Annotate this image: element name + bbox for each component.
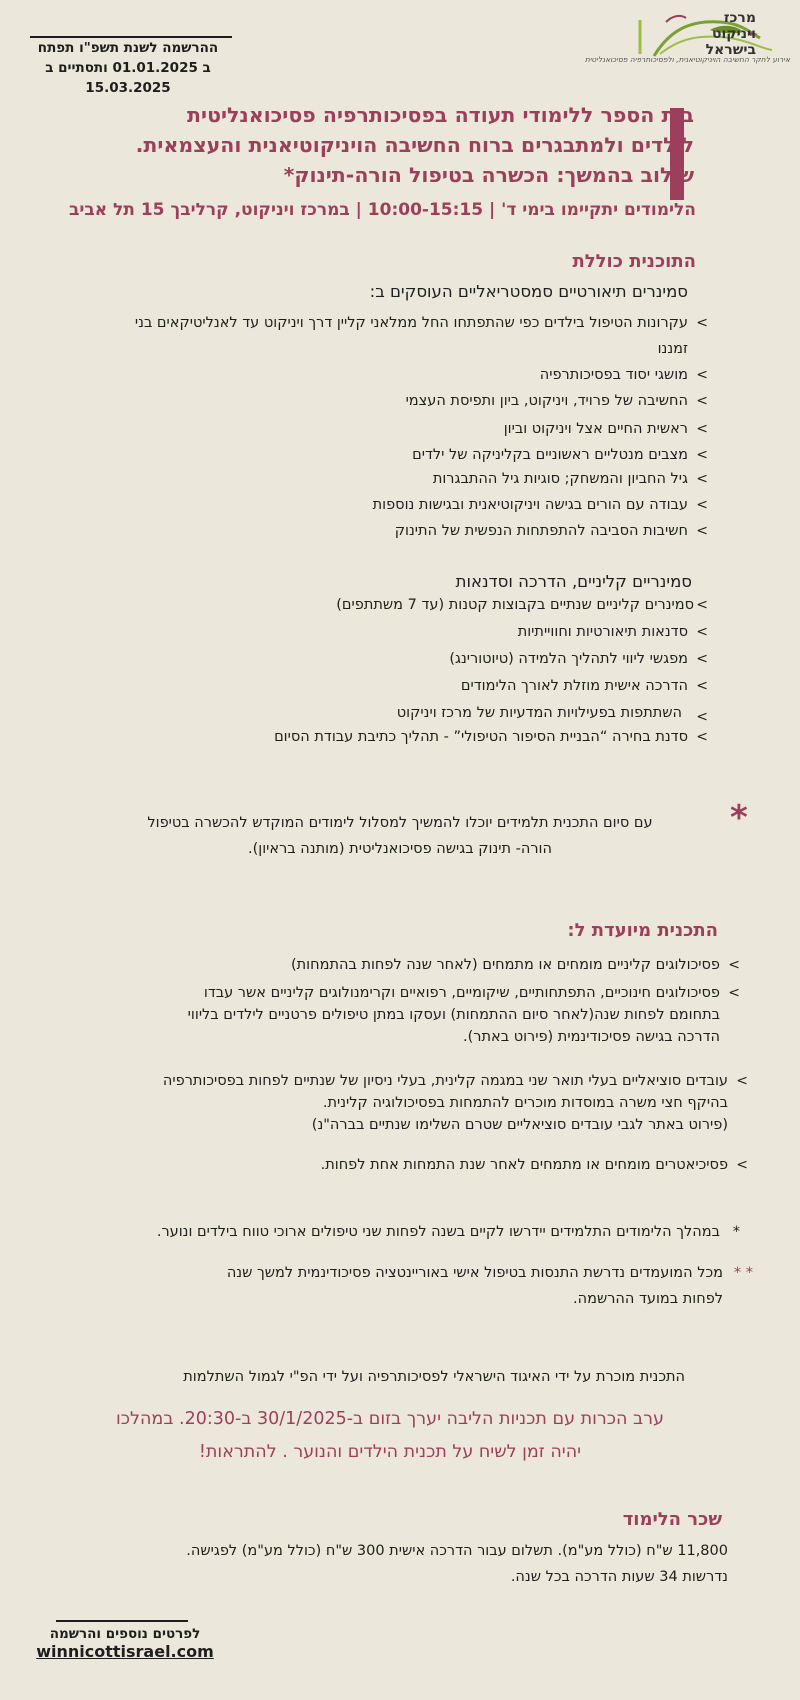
recognition-note: התכנית מוכרת על ידי האיגוד הישראלי לפסיכותרפיה ועל ידי הפ"י לגמול השתלמות [183, 1369, 685, 1385]
list-item: > ראשית החיים אצל ויניקוט וביון [108, 418, 708, 440]
logo-name [696, 10, 756, 58]
chevron-icon: > [696, 421, 708, 437]
chevron-icon: > [696, 393, 708, 409]
list-item: > הדרכה אישית מוזלת לאורך הלימודים [108, 675, 708, 697]
open-evening-line2: יהיה זמן לשיח על תכנית הילדים והנוער . להתראות! [198, 1442, 582, 1462]
registration-line2: ב 01.01.2025 ותסתיים ב 15.03.2025 [45, 60, 211, 96]
chevron-icon: > [696, 471, 708, 487]
open-evening [70, 1403, 710, 1469]
chevron-icon: > [696, 315, 708, 331]
double-asterisk-icon: * * [733, 1265, 753, 1281]
footer-label: לפרטים נוספים והרשמה [49, 1626, 201, 1642]
list-item: > פסיכולוגים קליניים מומחים או מתמחים (לאחר שנה לפחות בהתמחות) [40, 954, 740, 976]
footer-divider [56, 1620, 188, 1622]
continuation-line2: הורה- תינוק בגישה פסיכואנליטית (מותנה בראיון). [248, 841, 552, 857]
title-line1: בית הספר ללימודי תעודה בפסיכותרפיה פסיכואנליטית [187, 103, 694, 127]
clinical-list [108, 594, 708, 748]
chevron-icon: > [696, 497, 708, 513]
list-item: > סמינרים קליניים שנתיים בקבוצות קטנות (עד 7 משתתפים) [108, 594, 708, 616]
list-item: > גיל החביון והמשחק; סוגיות גיל ההתבגרות [108, 468, 708, 490]
requirement-1: * במהלך הלימודים התלמידים יידרשו לקיים בשנה לפחות שני טיפולים ארוכי טווח בילדים ונוער. [20, 1219, 740, 1245]
list-item: > מושגי יסוד בפסיכותרפיה [108, 364, 708, 386]
theory-list [108, 310, 708, 542]
page-title [74, 100, 694, 190]
theory-intro: סמינרים תיאורטיים סמסטריאליים העוסקים ב: [369, 282, 688, 301]
list-item: > חשיבות הסביבה להתפתחות הנפשית של התינוק [108, 520, 708, 542]
audience-list-2 [18, 1070, 748, 1176]
tuition-details [28, 1538, 728, 1590]
footer-contact [20, 1626, 230, 1661]
list-item: > עקרונות הטיפול בילדים כפי שהתפתחו החל ממלאני קליין דרך ויניקוט עד לאנליטיקאים בני זמננו [108, 310, 708, 362]
program-heading: התוכנית כוללת [572, 251, 696, 272]
logo-tagline: אירוע לחקר החשיבה הויניקוטיאנית, ולפסיכותרפיה פסיכואנליטית [584, 55, 790, 64]
audience-heading: התכנית מיועדת ל: [567, 920, 718, 941]
asterisk-icon: * [732, 1224, 740, 1240]
list-item: > החשיבה של פרויד, ויניקוט, ביון ותפיסת העצמי [108, 390, 708, 412]
open-evening-line1: ערב הכרות עם תכניות הליבה יערך בזום ב-30/1/2025 ב-20:30. במהלכו [116, 1409, 664, 1429]
requirement-2: * * מכל המועמדים נדרשת התנסות בטיפול אישי באוריינטציה פסיכודינמית למשך שנה לפחות במועד ההרשמה. [53, 1260, 753, 1312]
tuition-line1: 11,800 ש"ח (כולל מע"מ). תשלום עבור הדרכה אישית 300 ש"ח (כולל מע"מ) לפגישה. [186, 1543, 728, 1559]
list-item: > סדנת בחירה “הבניית הסיפור הטיפולי” - תהליך כתיבת עבודת הסיום [108, 726, 708, 748]
chevron-icon: > [696, 447, 708, 463]
chevron-icon: > [696, 597, 708, 613]
website-link[interactable]: winnicottisrael.com [36, 1642, 214, 1661]
list-item: > מצבים מנטליים ראשוניים בקליניקה של ילדים [108, 444, 708, 466]
title-line2: לילדים ולמתבגרים ברוח החשיבה הויניקוטיאנית והעצמאית. [135, 133, 694, 157]
registration-dates [10, 38, 246, 98]
chevron-icon: > [696, 523, 708, 539]
chevron-icon: > [696, 367, 708, 383]
chevron-icon: > [728, 985, 740, 1001]
chevron-icon: > [736, 1073, 748, 1089]
continuation-note [80, 810, 720, 862]
list-item: > מפגשי ליווי לתהליך הלמידה (טיוטורינג) [108, 648, 708, 670]
tuition-heading: שכר הלימוד [622, 1509, 722, 1530]
clinical-intro: סמינריים קליניים, הדרכה וסדנאות [455, 572, 692, 591]
tuition-line2: נדרשות 34 שעות הדרכה בכל שנה. [510, 1569, 728, 1585]
logo-name-line3: בישראל [705, 42, 756, 58]
audience-list [40, 954, 740, 1054]
continuation-line1: עם סיום התכנית תלמידים יוכלו להמשיך למסלול לימודים המוקדש להכשרה בטיפול [147, 815, 653, 831]
chevron-icon: > [736, 1157, 748, 1173]
list-item: > פסיכיאטרים מומחים או מתמחים לאחר שנת התמחות אחת לפחות. [18, 1154, 748, 1176]
list-item: > עבודה עם הורים בגישה ויניקוטיאנית ובגישות נוספות [108, 494, 708, 516]
list-item: > השתתפות בפעילויות המדעיות של מרכז ויניקוט [108, 702, 708, 724]
list-item: > פסיכולוגים חינוכיים, התפתחותיים, שיקומיים, רפואיים וקרימנולוגים קליניים אשר עבדו בתחומם לפחות שנה(לאחר סיום ההתמחות) ועסקו במתן טיפולים פרטניים לילדים בליווי הדרכה בגישה פסיכודינמית (פירוט באתר). [40, 982, 740, 1048]
chevron-icon: > [728, 957, 740, 973]
chevron-icon: > [696, 624, 708, 640]
logo-name-line1: מרכז [723, 10, 756, 26]
registration-line1: ההרשמה לשנת תשפ"ו תפתח [37, 40, 219, 56]
list-item: > עובדים סוציאליים בעלי תואר שני במגמה קלינית, בעלי ניסיון של שנתיים לפחות בפסיכותרפיה בהיקף חצי משרה במוסדות מוכרים להתמחות בפסיכולוגיה קלינית. (פירוט באתר לגבי עובדים סוציאליים שטרם השלימו שנתיים בברה"נ) [18, 1070, 748, 1136]
logo-name-line2: ויניקוט [711, 26, 756, 42]
chevron-icon: > [696, 678, 708, 694]
chevron-icon: > [696, 709, 708, 725]
title-line3: שילוב בהמשך: הכשרה בטיפול הורה-תינוק* [283, 163, 694, 187]
asterisk-icon: * [730, 798, 748, 838]
chevron-icon: > [696, 651, 708, 667]
schedule-info: הלימודים יתקיימו בימי ד' | 10:00-15:15 | במרכז ויניקוט, קרליבך 15 תל אביב [68, 200, 696, 220]
list-item: > סדנאות תיאורטיות וחווייתיות [108, 621, 708, 643]
chevron-icon: > [696, 729, 708, 745]
